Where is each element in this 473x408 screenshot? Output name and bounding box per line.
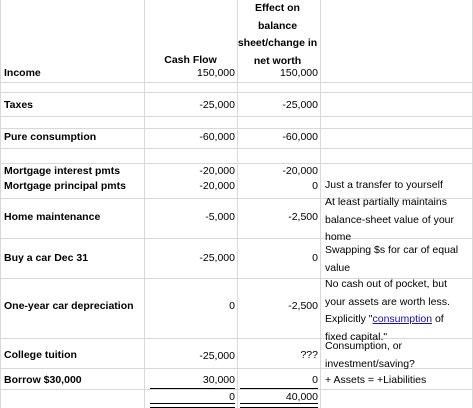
effect-double-rule <box>240 403 318 408</box>
cash-flow-borrow: 30,000 <box>202 374 235 386</box>
grid-line <box>0 116 473 117</box>
header-effect-on-balance-sheet <box>225 0 330 70</box>
note-assets: + Assets = +Liabilities <box>325 374 427 386</box>
note-line: At least partially maintains <box>325 196 447 208</box>
row-label-buy-car: Buy a car Dec 31 <box>4 252 89 264</box>
row-label-borrow: Borrow $30,000 <box>4 374 82 386</box>
note-line: balance-sheet value of your <box>325 213 454 226</box>
note-text: Explicitly " <box>325 313 373 325</box>
effect-college-tuition: ??? <box>300 349 318 361</box>
cash-flow-total: 0 <box>229 391 235 403</box>
header-line: balance <box>257 19 298 32</box>
header-line: net worth <box>253 54 302 67</box>
row-label-college-tuition: College tuition <box>4 349 77 361</box>
effect-home-maintenance: -2,500 <box>288 211 318 223</box>
row-label-home-maintenance: Home maintenance <box>4 211 101 223</box>
cash-flow-taxes: -25,000 <box>199 99 235 111</box>
row-label-mortgage-principal: Mortgage principal pmts <box>4 180 126 192</box>
row-label-pure-consumption: Pure consumption <box>4 131 97 143</box>
grid-line <box>0 82 473 83</box>
effect-buy-car: 0 <box>312 252 318 264</box>
effect-pure-consumption: -60,000 <box>282 131 318 143</box>
header-line: Effect on <box>255 2 300 14</box>
effect-total: 40,000 <box>285 391 318 403</box>
effect-taxes: -25,000 <box>282 99 318 111</box>
note-text: of <box>432 313 444 325</box>
note-consumption-or <box>325 338 470 373</box>
note-line <box>325 311 470 329</box>
effect-mortgage-interest: -20,000 <box>282 165 318 177</box>
note-line: Consumption, or <box>325 340 403 352</box>
row-label-mortgage-interest: Mortgage interest pmts <box>4 165 121 177</box>
note-line: value <box>325 261 351 274</box>
cash-flow-buy-car: -25,000 <box>199 252 235 264</box>
row-label-taxes: Taxes <box>4 99 33 111</box>
header-cash-flow: Cash Flow <box>164 54 217 66</box>
cash-flow-income: 150,000 <box>197 67 235 79</box>
header-line: sheet/change in <box>237 37 318 49</box>
cash-flow-car-depreciation: 0 <box>229 300 235 312</box>
cash-flow-mortgage-interest: -20,000 <box>199 165 235 177</box>
effect-income: 150,000 <box>280 67 318 79</box>
effect-borrow: 0 <box>312 374 318 386</box>
grid-line <box>0 0 1 408</box>
cash-flow-college-tuition: -25,000 <box>199 350 235 362</box>
note-transfer: Just a transfer to yourself <box>325 179 443 191</box>
note-depreciation <box>325 276 470 346</box>
cash-flow-total-rule <box>150 388 235 389</box>
row-label-car-depreciation: One-year car depreciation <box>4 300 134 312</box>
note-swapping <box>325 242 470 277</box>
cash-flow-mortgage-principal: -20,000 <box>199 180 235 192</box>
cash-flow-double-rule <box>150 403 235 408</box>
note-maintains <box>325 194 470 247</box>
cash-flow-home-maintenance: -5,000 <box>205 211 235 223</box>
grid-line <box>0 389 473 390</box>
row-label-income: Income <box>4 67 41 79</box>
note-line: No cash out of pocket, but <box>325 278 447 290</box>
note-line: home <box>325 231 352 243</box>
cash-flow-pure-consumption: -60,000 <box>199 131 235 143</box>
note-line: Swapping $s for car of equal <box>325 244 459 256</box>
effect-mortgage-principal: 0 <box>312 180 318 192</box>
grid-line <box>0 92 473 93</box>
note-line: fixed capital." <box>325 330 388 343</box>
note-line: investment/saving? <box>325 357 415 370</box>
grid-line <box>0 148 473 149</box>
effect-car-depreciation: -2,500 <box>288 300 318 312</box>
consumption-link[interactable]: consumption <box>372 313 433 325</box>
note-line: your assets are worth less. <box>325 295 450 308</box>
